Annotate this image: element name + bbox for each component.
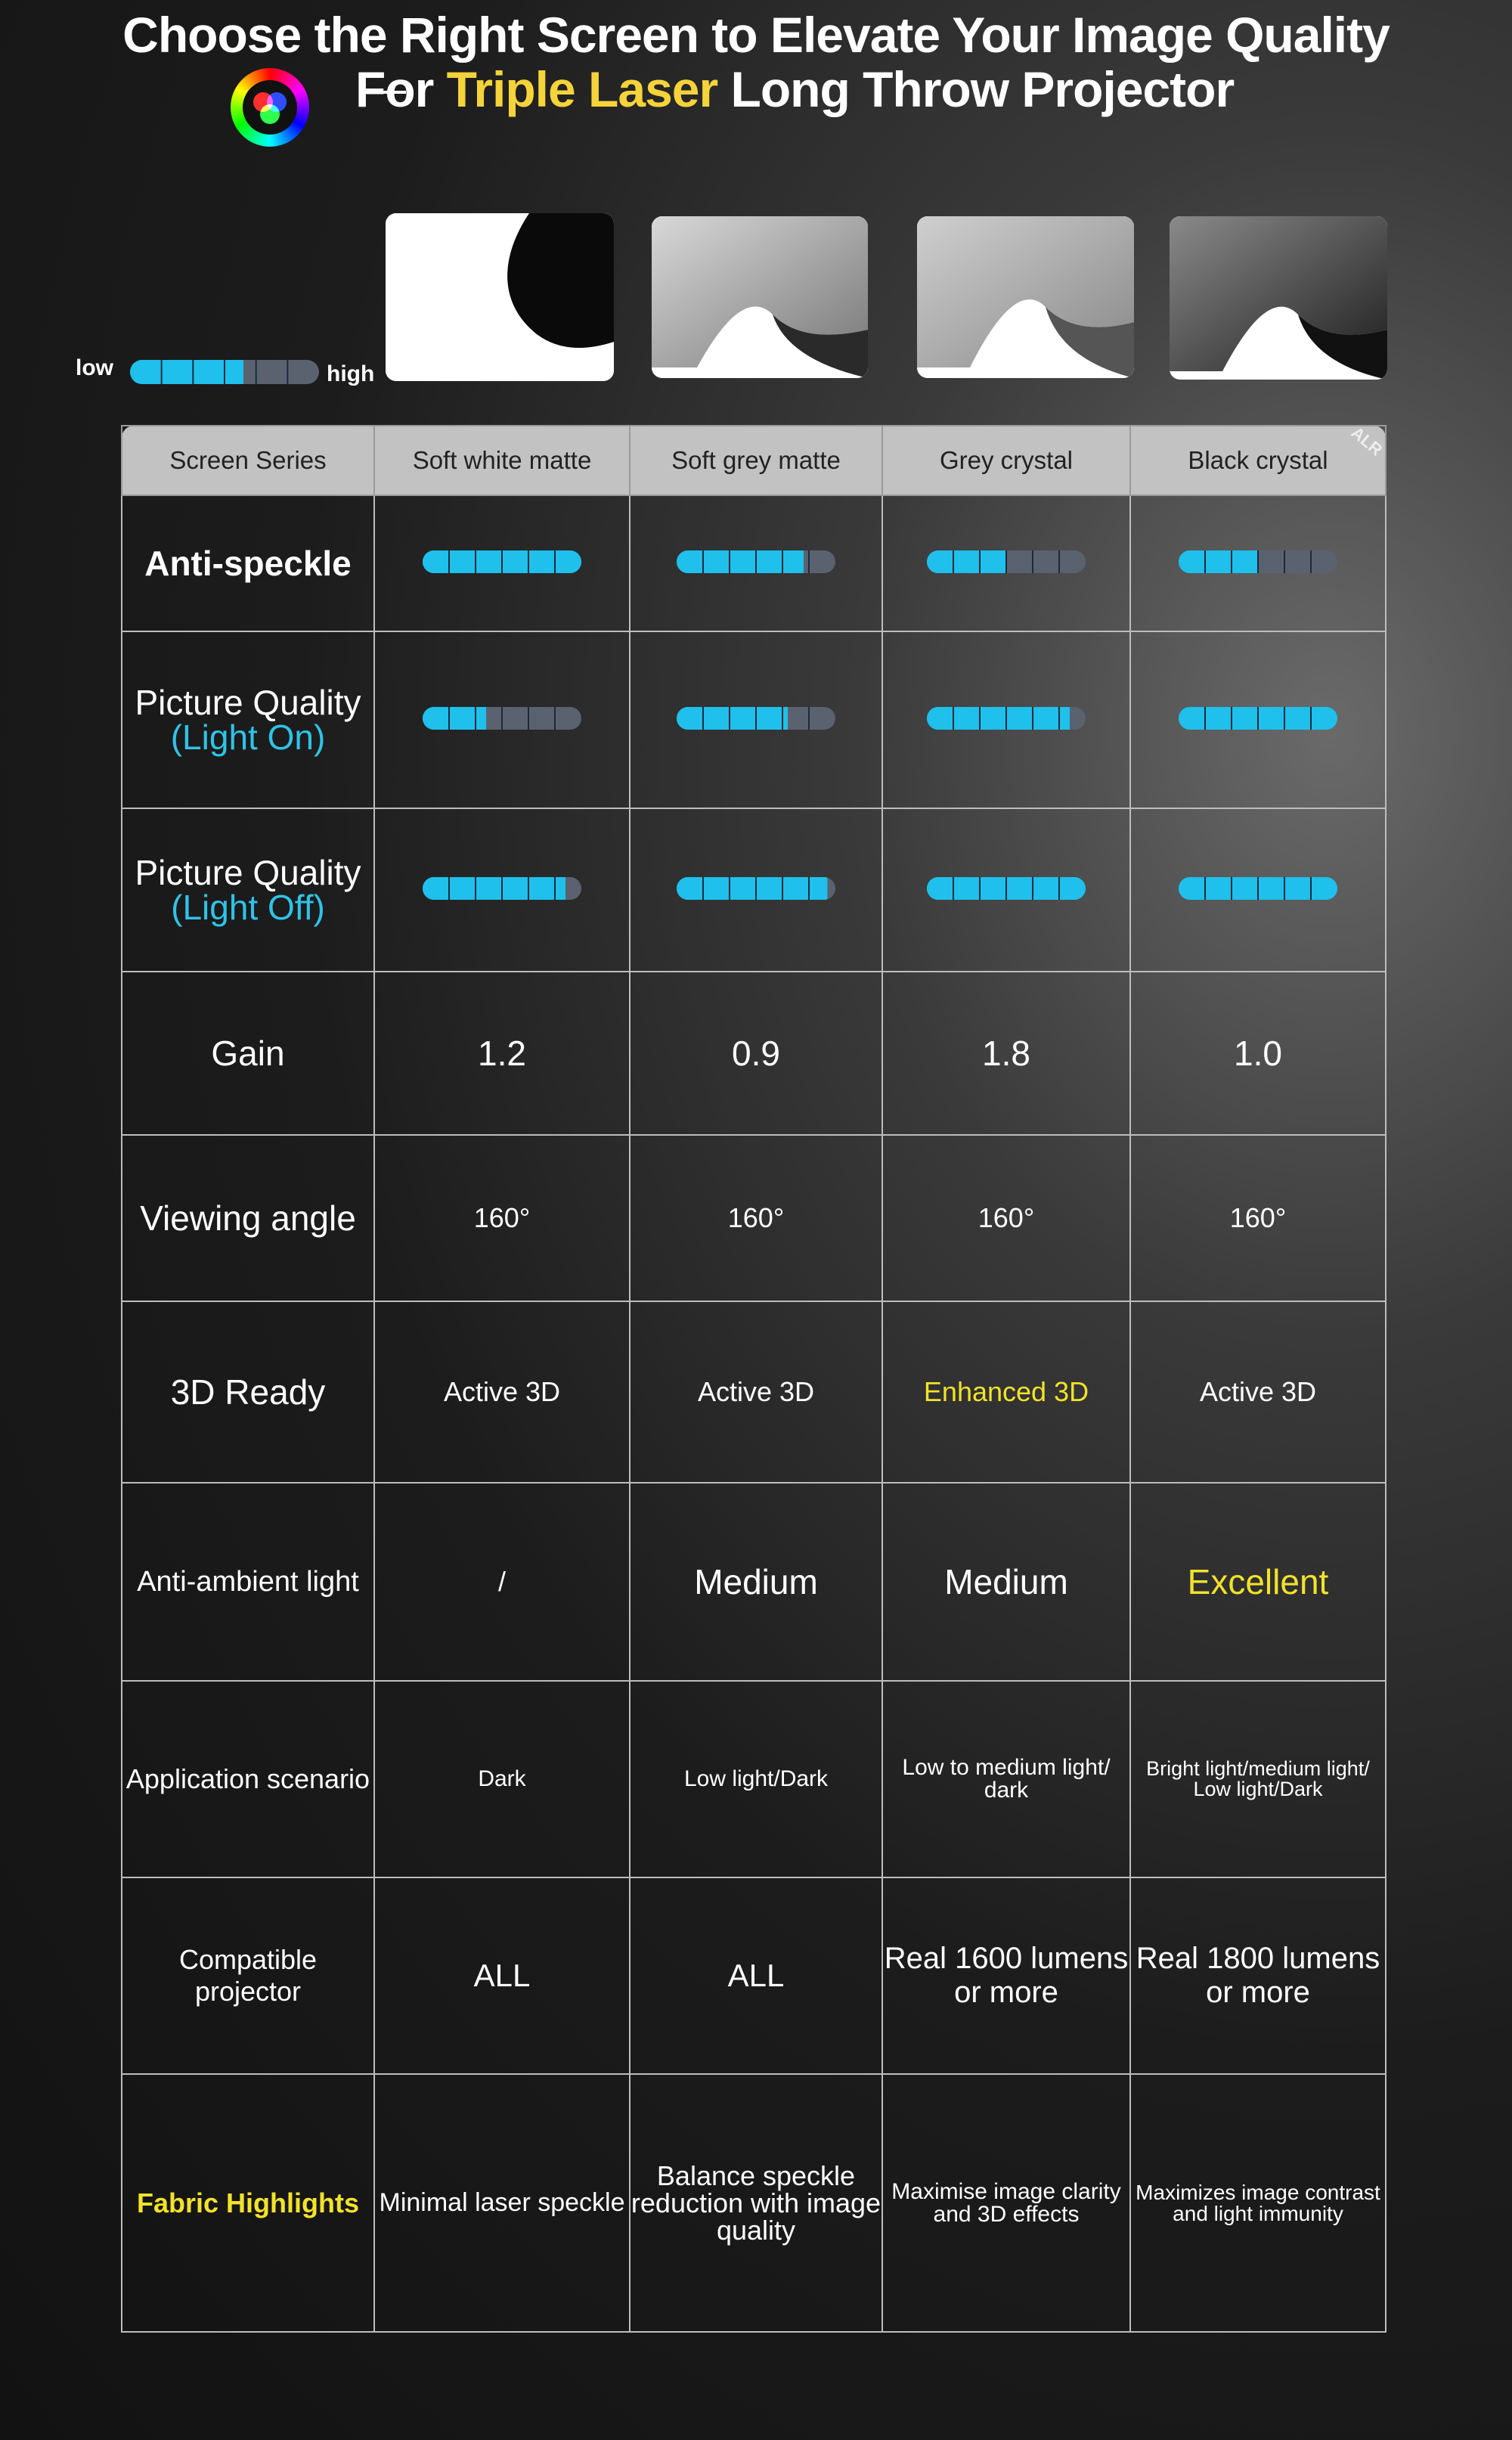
rating-cell [374,631,630,808]
row-label: Fabric Highlights [122,2074,374,2332]
value-cell: Real 1600 lumens or more [882,1877,1130,2074]
value-cell: Low light/Dark [630,1681,882,1877]
value-cell: ALL [374,1877,630,2074]
rating-bar [1179,707,1337,730]
header-cell: Soft white matte [374,426,630,495]
value-cell: ALL [630,1877,882,2074]
scale-high-label: high [327,361,375,386]
rating-bar [423,550,581,573]
swatch-grey-crystal [917,216,1134,378]
table-row [122,1483,1386,1681]
table-row [122,1135,1386,1301]
swatch-soft-grey-matte [652,216,868,378]
value-cell: 160° [882,1135,1130,1301]
bar-shade [677,877,828,900]
rating-bar [423,877,581,900]
bar-shade [677,550,804,573]
table-header-row [122,426,1386,495]
table-row [122,2074,1386,2332]
bar-shade [677,707,788,730]
value-cell: 0.9 [630,972,882,1135]
table-row [122,808,1386,972]
bar-shade [423,707,486,730]
rating-cell [630,631,882,808]
table-row [122,631,1386,808]
swatch-black-crystal [1170,216,1387,380]
rating-cell [882,495,1130,631]
table-row [122,1301,1386,1483]
color-wheel-icon [231,68,309,147]
table-row [122,1877,1386,2074]
value-cell: Dark [374,1681,630,1877]
rating-cell [882,808,1130,972]
rating-bar [927,550,1086,573]
value-cell: 160° [1130,1135,1386,1301]
rating-bar [677,550,835,573]
row-label: Application scenario [122,1681,374,1877]
row-label: 3D Ready [122,1301,374,1483]
value-cell: Excellent [1130,1483,1386,1681]
value-cell: Active 3D [1130,1301,1386,1483]
rating-bar [677,707,835,730]
row-label: Gain [122,972,374,1135]
value-cell: Bright light/medium light/ Low light/Dark [1130,1681,1386,1877]
table-row [122,1681,1386,1877]
value-cell: / [374,1483,630,1681]
value-cell: 1.0 [1130,972,1386,1135]
bar-shade [423,877,565,900]
row-label: Viewing angle [122,1135,374,1301]
rating-cell [1130,631,1386,808]
bar-shade [130,360,243,384]
bar-shade [927,707,1070,730]
value-cell: Maximise image clarity and 3D effects [882,2074,1130,2332]
swatch-soft-white-matte [386,213,614,381]
page-title: Choose the Right Screen to Elevate Your Image Quality [122,7,1390,63]
row-label: Compatible projector [122,1877,374,2074]
alr-badge: ALR [1347,423,1387,460]
header-cell-series: Screen Series [122,426,374,495]
comparison-table [121,425,1387,2333]
value-cell: Low to medium light/ dark [882,1681,1130,1877]
value-cell: Active 3D [630,1301,882,1483]
row-label: Anti-ambient light [122,1483,374,1681]
rating-cell [630,808,882,972]
row-label: Picture Quality (Light On) [122,631,374,808]
value-cell: Medium [882,1483,1130,1681]
scale-bar [130,360,319,384]
value-cell: 1.8 [882,972,1130,1135]
value-cell: 1.2 [374,972,630,1135]
rating-cell [374,808,630,972]
value-cell: Maximizes image contrast and light immunity [1130,2074,1386,2332]
rating-cell [1130,495,1386,631]
value-cell: Medium [630,1483,882,1681]
header-cell: Soft grey matte [630,426,882,495]
rating-bar [1179,877,1337,900]
rating-cell [374,495,630,631]
rating-cell [1130,808,1386,972]
row-label: Picture Quality (Light Off) [122,808,374,972]
value-cell: Active 3D [374,1301,630,1483]
table-row [122,972,1386,1135]
rating-bar [927,707,1086,730]
rating-bar [927,877,1086,900]
value-cell: Enhanced 3D [882,1301,1130,1483]
header-cell: Black crystal ALR [1130,426,1386,495]
bar-shade [927,550,1006,573]
bar-shade [1179,550,1258,573]
value-cell: 160° [630,1135,882,1301]
value-cell: 160° [374,1135,630,1301]
value-cell: Real 1800 lumens or more [1130,1877,1386,2074]
value-cell: Balance speckle reduction with image quality [630,2074,882,2332]
scale-low-label: low [76,355,113,380]
page-subtitle: For Triple Laser Long Throw Projector [355,61,1235,117]
header-cell: Grey crystal [882,426,1130,495]
rating-cell [882,631,1130,808]
rating-bar [677,877,835,900]
table-row [122,495,1386,631]
value-cell: Minimal laser speckle [374,2074,630,2332]
rating-bar [1179,550,1337,573]
rating-bar [423,707,581,730]
rating-cell [630,495,882,631]
row-label: Anti-speckle [122,495,374,631]
